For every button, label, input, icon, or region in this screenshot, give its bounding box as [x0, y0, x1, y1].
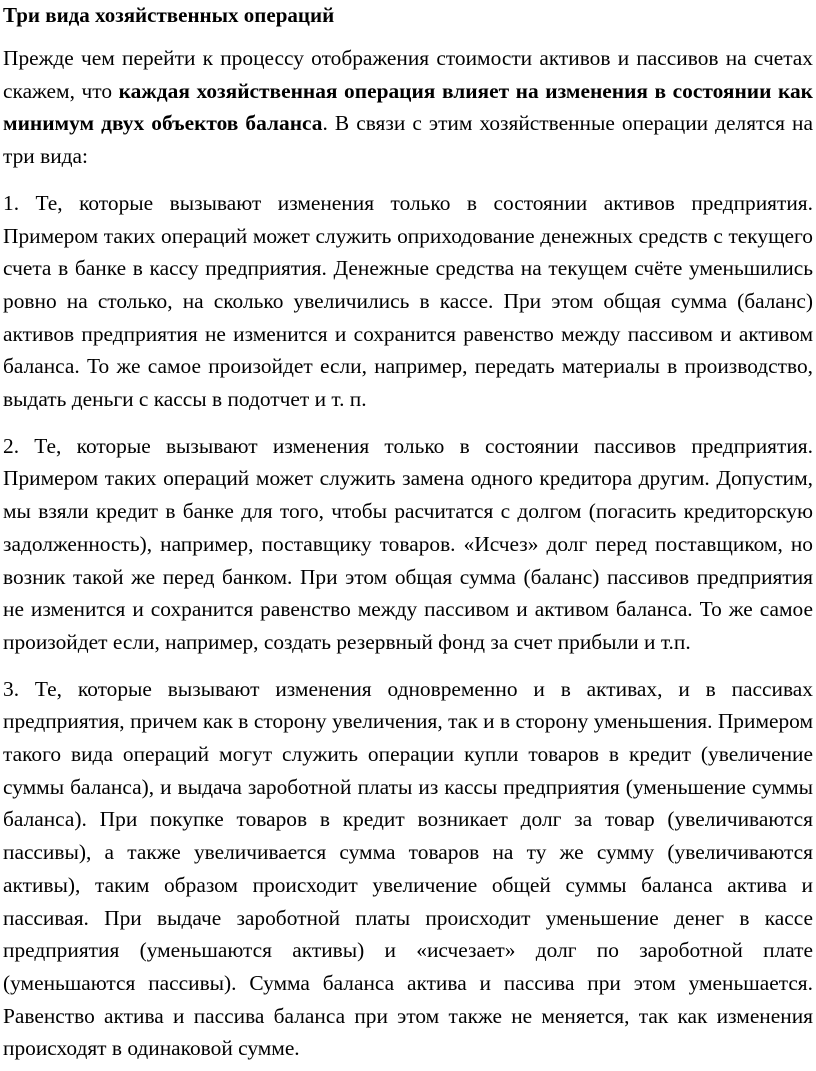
list-item-assets: 1. Те, которые вызывают изменения только в состоянии активов предприятия. Примером таких операций может служить оприходование денежных средств с текущего счета в банке в кассу предприятия. Денежные средства на текущем счёте уменьшились ровно на столько, на сколько увеличились в кассе. При этом общая сумма (баланс) активов предприятия не изменится и сохранится равенство между пассивом и активом баланса. То же самое произойдет если, например, передать материалы в производство, выдать деньги с кассы в подотчет и т. п.: [3, 190, 813, 412]
intro-bold-statement: каждая хозяйственная операция влияет на изменения в состоянии как минимум двух объектов баланса: [3, 78, 813, 136]
document-title: Три вида хозяйственных операций: [3, 3, 335, 27]
list-item-both: 3. Те, которые вызывают изменения одновременно и в активах, и в пассивах предприятия, причем как в сторону увеличения, так и в сторону уменьшения. Примером такого вида операций могут служить операции купли товаров в кредит (увеличение суммы баланса), и выдача зароботной платы из кассы предприятия (уменьшение суммы баланса). При покупке товаров в кредит возникает долг за товар (увеличиваются пассивы), а также увеличивается сумма товаров на ту же сумму (увеличиваются активы), таким образом происходит увеличение общей суммы баланса актива и пассивая. При выдаче зароботной платы происходит уменьшение денег в кассе предприятия (уменьшаются активы) и «исчезает» долг по зароботной плате (уменьшаются пассивы). Сумма баланса актива и пассива при этом уменьшается. Равенство актива и пассива баланса при этом также не меняется, так как изменения происходят в одинаковой сумме.: [3, 676, 813, 1061]
intro-paragraph: [3, 42, 813, 173]
intro-text-end: . В связи с этим хозяйственные операции делятся на три вида:: [3, 111, 813, 169]
list-item-liabilities: 2. Те, которые вызывают изменения только в состоянии пассивов предприятия. Примером таких операций может служить замена одного кредитора другим. Допустим, мы взяли кредит в банке для того, чтобы расчитатся с долгом (погасить кредиторскую задолженность), например, поставщику товаров. «Исчез» долг перед поставщиком, но возник такой же перед банком. При этом общая сумма (баланс) пассивов предприятия не изменится и сохранится равенство между пассивом и активом баланса. То же самое произойдет если, например, создать резервный фонд за счет прибыли и т.п.: [3, 433, 813, 654]
intro-text-start: Прежде чем перейти к процессу отображения стоимости активов и пассивов на счетах скажем, что: [3, 46, 813, 103]
